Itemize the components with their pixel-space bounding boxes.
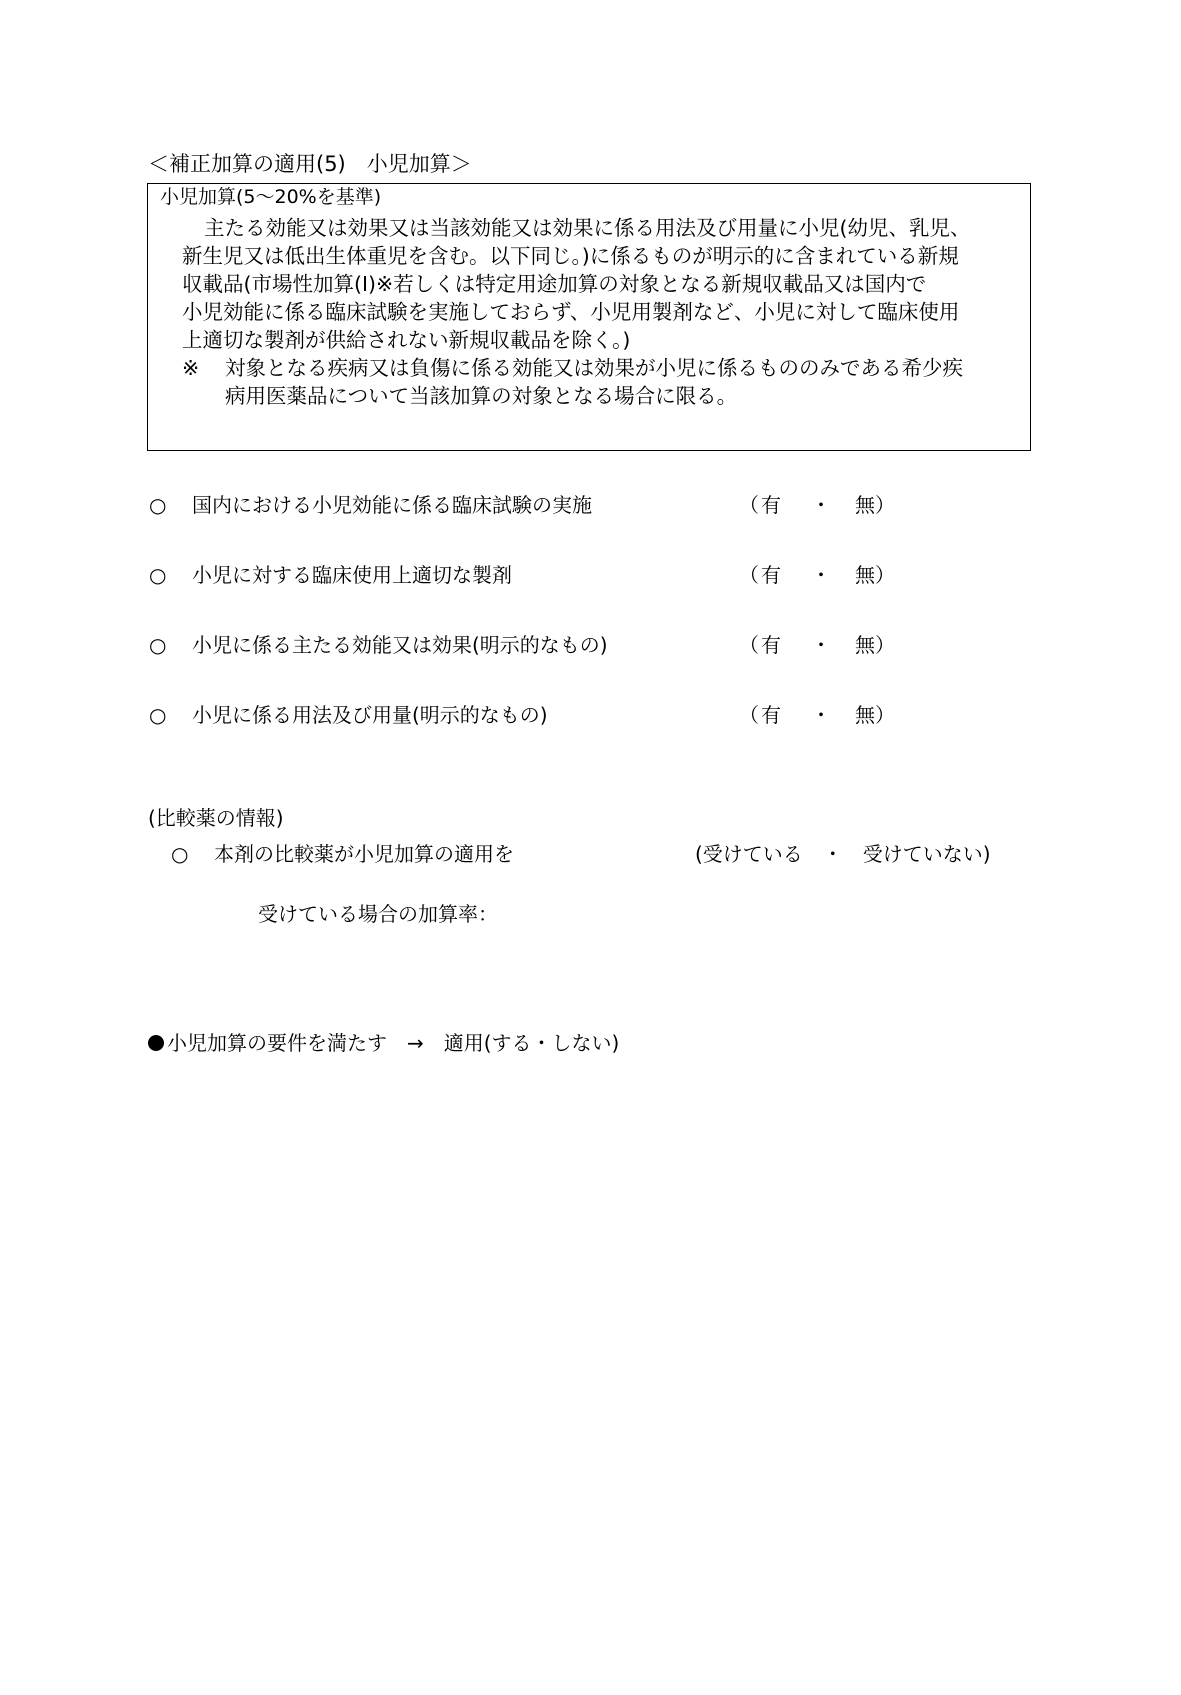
bullet-icon bbox=[148, 1035, 164, 1051]
yes-no-choice bbox=[739, 495, 895, 515]
circle-marker: ○ bbox=[171, 842, 189, 866]
comparator-item bbox=[171, 844, 1031, 870]
criteria-text-line: 収載品(市場性加算(Ⅰ)※若しくは特定用途加算の対象となる新規収載品又は国内で bbox=[182, 272, 927, 296]
paren-open: （ bbox=[739, 563, 759, 587]
criteria-text-line: 小児効能に係る臨床試験を実施しておらず、小児用製剤など、小児に対して臨床使用 bbox=[182, 300, 960, 324]
option-no[interactable]: 無 bbox=[855, 633, 875, 657]
note-text-line: 病用医薬品について当該加算の対象となる場合に限る。 bbox=[225, 384, 738, 408]
comparator-label: 本剤の比較薬が小児加算の適用を bbox=[214, 842, 514, 866]
paren-close: ） bbox=[875, 703, 895, 727]
checklist-item bbox=[149, 495, 909, 521]
option-yes[interactable]: 有 bbox=[761, 633, 781, 657]
paren-close: ） bbox=[875, 563, 895, 587]
paren-close: ） bbox=[875, 493, 895, 517]
option-separator: ・ bbox=[811, 563, 831, 587]
paren-open: （ bbox=[739, 703, 759, 727]
option-separator: ・ bbox=[811, 493, 831, 517]
criteria-text-line: 上適切な製剤が供給されない新規収載品を除く。) bbox=[182, 328, 631, 352]
checklist-item-label: 国内における小児効能に係る臨床試験の実施 bbox=[192, 493, 592, 517]
paren-close: ） bbox=[875, 633, 895, 657]
checklist-item bbox=[149, 565, 909, 591]
comparator-options[interactable]: (受けている ・ 受けていない) bbox=[695, 842, 991, 866]
paren-open: （ bbox=[739, 633, 759, 657]
option-separator: ・ bbox=[811, 633, 831, 657]
option-yes[interactable]: 有 bbox=[761, 493, 781, 517]
circle-marker: ○ bbox=[149, 563, 167, 587]
circle-marker: ○ bbox=[149, 633, 167, 657]
criteria-text-line: 新生児又は低出生体重児を含む。以下同じ。)に係るものが明示的に含まれている新規 bbox=[182, 244, 959, 268]
option-yes[interactable]: 有 bbox=[761, 563, 781, 587]
option-no[interactable]: 無 bbox=[855, 493, 875, 517]
yes-no-choice bbox=[739, 635, 895, 655]
checklist-item-label: 小児に係る主たる効能又は効果(明示的なもの) bbox=[192, 633, 608, 657]
conclusion-text: 小児加算の要件を満たす → 適用(する・しない) bbox=[167, 1031, 620, 1055]
comparator-heading: (比較薬の情報) bbox=[148, 806, 284, 830]
option-no[interactable]: 無 bbox=[855, 563, 875, 587]
option-separator: ・ bbox=[811, 703, 831, 727]
option-yes[interactable]: 有 bbox=[761, 703, 781, 727]
checklist-item-label: 小児に対する臨床使用上適切な製剤 bbox=[192, 563, 512, 587]
yes-no-choice bbox=[739, 705, 895, 725]
checklist-item-label: 小児に係る用法及び用量(明示的なもの) bbox=[192, 703, 548, 727]
note-text-line: 対象となる疾病又は負傷に係る効能又は効果が小児に係るもののみである希少疾 bbox=[225, 356, 963, 380]
checklist-item bbox=[149, 705, 909, 731]
comparator-rate-label: 受けている場合の加算率： bbox=[258, 902, 498, 926]
note-mark: ※ bbox=[182, 356, 200, 380]
circle-marker: ○ bbox=[149, 493, 167, 517]
yes-no-choice bbox=[739, 565, 895, 585]
circle-marker: ○ bbox=[149, 703, 167, 727]
section-title: ＜補正加算の適用(5) 小児加算＞ bbox=[148, 152, 472, 176]
criteria-heading: 小児加算(5～20%を基準) bbox=[160, 186, 382, 208]
conclusion-line bbox=[148, 1033, 619, 1053]
option-no[interactable]: 無 bbox=[855, 703, 875, 727]
criteria-text-line: 主たる効能又は効果又は当該効能又は効果に係る用法及び用量に小児(幼児、乳児、 bbox=[204, 216, 971, 240]
checklist-item bbox=[149, 635, 909, 661]
paren-open: （ bbox=[739, 493, 759, 517]
